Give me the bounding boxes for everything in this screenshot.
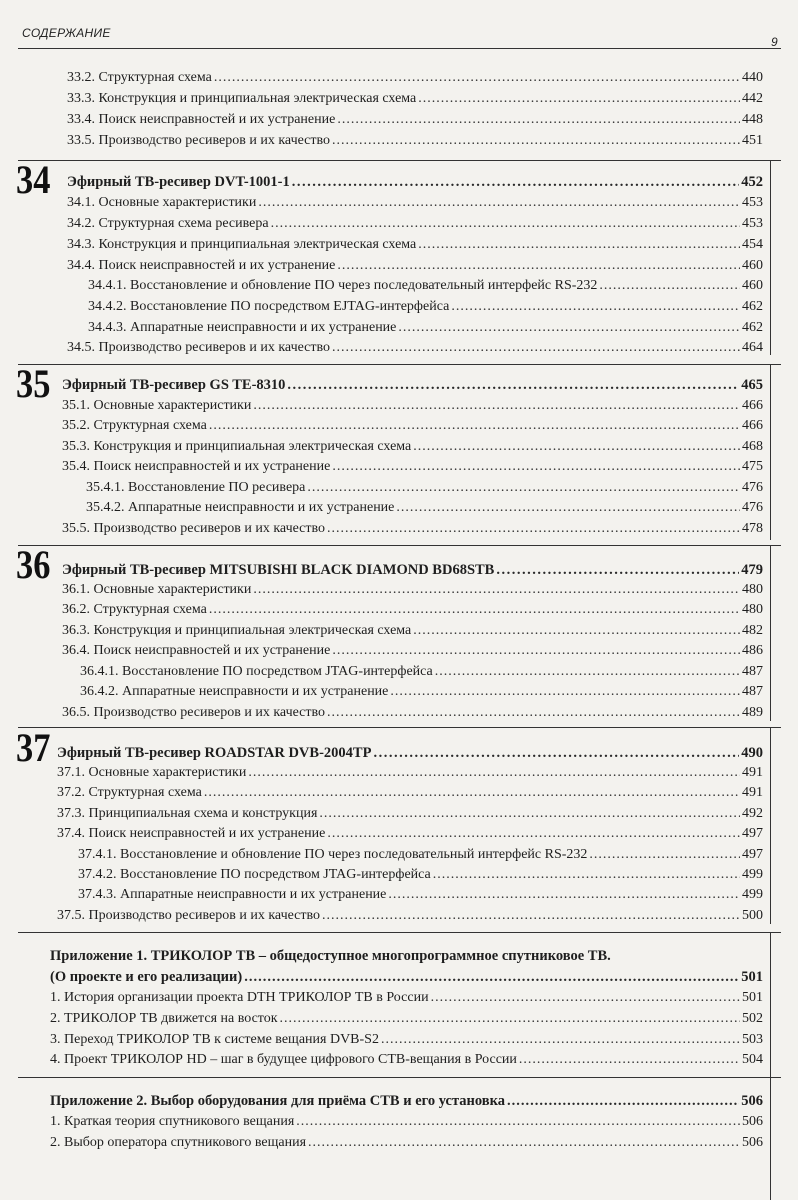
chapter-number: 35 [16, 361, 51, 406]
toc-subentry: 37.4.2. Восстановление ПО посредством JTAG-интерфейса ..... 499 [78, 865, 763, 885]
chapter-title: Эфирный ТВ-ресивер MITSUBISHI BLACK DIAMOND BD68STB ..... 479 [62, 560, 763, 580]
toc-entry: 34.5. Производство ресиверов и их качество ..... 464 [67, 338, 763, 358]
section-side-rule [770, 364, 771, 540]
appendix-entry: 2. ТРИКОЛОР ТВ движется на восток ..... 502 [50, 1009, 763, 1029]
toc-entry: 34.1. Основные характеристики ..... 453 [67, 193, 763, 213]
section-rule [18, 545, 781, 546]
toc-subentry: 37.4.3. Аппаратные неисправности и их устранение ..... 499 [78, 885, 763, 905]
section-side-rule [770, 1077, 771, 1200]
section-side-rule [770, 160, 771, 355]
toc-entry: 34.3. Конструкция и принципиальная электрическая схема ..... 454 [67, 235, 763, 255]
toc-entry: 35.1. Основные характеристики ..... 466 [62, 396, 763, 416]
chapter-number: 36 [16, 542, 51, 587]
header-rule [18, 48, 781, 49]
toc-entry: 36.5. Производство ресиверов и их качество ..... 489 [62, 703, 763, 723]
chapter-number: 34 [16, 157, 51, 202]
appendix-entry: 1. Краткая теория спутникового вещания ..... 506 [50, 1112, 763, 1132]
toc-entry: 37.1. Основные характеристики ..... 491 [57, 763, 763, 783]
toc-entry: 35.2. Структурная схема ..... 466 [62, 416, 763, 436]
toc-subentry: 35.4.2. Аппаратные неисправности и их устранение ..... 476 [86, 498, 763, 518]
appendix-1-heading-line2: (О проекте и его реализации) ..... 501 [50, 967, 763, 987]
toc-entry: 33.4. Поиск неисправностей и их устранение ..... 448 [67, 110, 763, 130]
appendix-2-heading: Приложение 2. Выбор оборудования для приёма СТВ и его установка ..... 506 [50, 1091, 763, 1111]
toc-entry: 37.5. Производство ресиверов и их качество ..... 500 [57, 906, 763, 926]
section-side-rule [770, 545, 771, 721]
section-rule [18, 727, 781, 728]
appendix-entry: 1. История организации проекта DTH ТРИКОЛОР ТВ в России ..... 501 [50, 988, 763, 1008]
toc-subentry: 34.4.3. Аппаратные неисправности и их устранение ..... 462 [88, 318, 763, 338]
toc-entry: 33.2. Структурная схема ..... 440 [67, 68, 763, 88]
toc-entry: 37.3. Принципиальная схема и конструкция ..... 492 [57, 804, 763, 824]
appendix-entry: 2. Выбор оператора спутникового вещания ..... 506 [50, 1133, 763, 1153]
chapter-number: 37 [16, 725, 51, 770]
section-rule [18, 932, 781, 933]
toc-entry: 33.3. Конструкция и принципиальная электрическая схема ..... 442 [67, 89, 763, 109]
toc-entry: 36.4. Поиск неисправностей и их устранение ..... 486 [62, 641, 763, 661]
chapter-title: Эфирный ТВ-ресивер DVT-1001-1 ..... 452 [67, 172, 763, 192]
toc-entry: 34.4. Поиск неисправностей и их устранение ..... 460 [67, 256, 763, 276]
toc-subentry: 35.4.1. Восстановление ПО ресивера ..... 476 [86, 478, 763, 498]
chapter-title: Эфирный ТВ-ресивер GS TE-8310 ..... 465 [62, 375, 763, 395]
toc-subentry: 36.4.2. Аппаратные неисправности и их устранение ..... 487 [80, 682, 763, 702]
toc-entry: 36.1. Основные характеристики ..... 480 [62, 580, 763, 600]
appendix-entry: 4. Проект ТРИКОЛОР HD – шаг в будущее цифрового СТВ-вещания в России ..... 504 [50, 1050, 763, 1070]
toc-entry: 36.3. Конструкция и принципиальная электрическая схема ..... 482 [62, 621, 763, 641]
section-rule [18, 364, 781, 365]
page-number: 9 [771, 35, 778, 49]
appendix-entry: 3. Переход ТРИКОЛОР ТВ к системе вещания DVB-S2 ..... 503 [50, 1030, 763, 1050]
toc-entry: 33.5. Производство ресиверов и их качество ..... 451 [67, 131, 763, 151]
toc-entry: 36.2. Структурная схема ..... 480 [62, 600, 763, 620]
toc-entry: 34.2. Структурная схема ресивера ..... 453 [67, 214, 763, 234]
toc-entry: 35.4. Поиск неисправностей и их устранение ..... 475 [62, 457, 763, 477]
toc-entry: 35.5. Производство ресиверов и их качество ..... 478 [62, 519, 763, 539]
toc-subentry: 37.4.1. Восстановление и обновление ПО через последовательный интерфейс RS-232 ..... 497 [78, 845, 763, 865]
running-header-title: СОДЕРЖАНИЕ [22, 26, 111, 40]
toc-subentry: 36.4.1. Восстановление ПО посредством JTAG-интерфейса ..... 487 [80, 662, 763, 682]
section-rule [18, 1077, 781, 1078]
section-rule [18, 160, 781, 161]
toc-subentry: 34.4.2. Восстановление ПО посредством EJTAG-интерфейса ..... 462 [88, 297, 763, 317]
section-side-rule [770, 727, 771, 924]
toc-entry: 35.3. Конструкция и принципиальная электрическая схема ..... 468 [62, 437, 763, 457]
appendix-1-heading-line1: Приложение 1. ТРИКОЛОР ТВ – общедоступное многопрограммное спутниковое ТВ. [50, 948, 611, 964]
toc-subentry: 34.4.1. Восстановление и обновление ПО через последовательный интерфейс RS-232 ..... 460 [88, 276, 763, 296]
toc-entry: 37.2. Структурная схема ..... 491 [57, 783, 763, 803]
chapter-title: Эфирный ТВ-ресивер ROADSTAR DVB-2004TP ..... 490 [57, 743, 763, 763]
toc-entry: 37.4. Поиск неисправностей и их устранение ..... 497 [57, 824, 763, 844]
